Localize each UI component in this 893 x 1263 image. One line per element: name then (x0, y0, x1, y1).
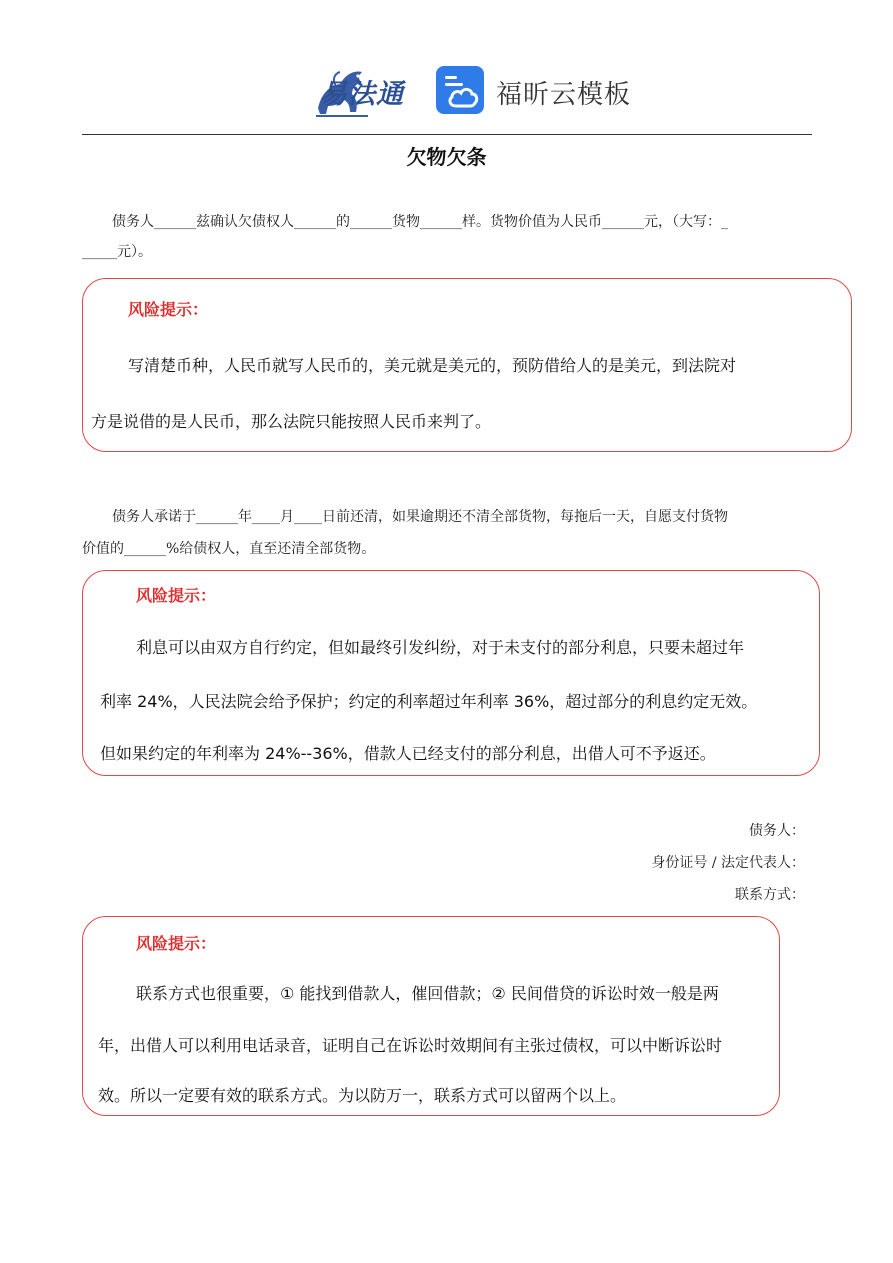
header (0, 58, 893, 128)
risk-tip-box-contact (82, 916, 780, 1116)
paragraph-line: _____元）。 (82, 244, 152, 260)
paragraph-line: 债务人______兹确认欠债权人______的______货物______样。货物价值为人民币______元，（大写：_ (112, 214, 728, 230)
risk-tip-title: 风险提示： (128, 300, 209, 319)
yifatong-logo-text: 易法通 (320, 79, 404, 110)
risk-tip-line: 方是说借的是人民币，那么法院只能按照人民币来判了。 (91, 412, 492, 431)
risk-tip-box-currency (82, 278, 852, 452)
risk-tip-title: 风险提示： (136, 934, 217, 953)
risk-tip-line: 但如果约定的年利率为 24%--36%，借款人已经支付的部分利息，出借人可不予返还。 (100, 744, 716, 763)
foxit-template-logo-text: 福昕云模板 (496, 80, 632, 110)
paragraph-line: 价值的______%给债权人，直至还清全部货物。 (82, 541, 376, 557)
risk-tip-line: 利率 24%，人民法院会给予保护；约定的利率超过年利率 36%，超过部分的利息约定无效。 (100, 692, 758, 711)
signature-id-or-representative: 身份证号 / 法定代表人： (651, 855, 805, 871)
document-title: 欠物欠条 (406, 145, 487, 169)
signature-debtor: 债务人： (749, 823, 805, 839)
paragraph-repayment-promise (82, 500, 812, 566)
header-divider (82, 134, 812, 135)
risk-tip-line: 利息可以由双方自行约定，但如最终引发纠纷，对于未支付的部分利息，只要未超过年 (136, 638, 745, 657)
risk-tip-line: 联系方式也很重要，① 能找到借款人，催回借款；② 民间借贷的诉讼时效一般是两 (136, 984, 719, 1003)
paragraph-debt-confirmation (82, 205, 812, 269)
risk-tip-line: 效。所以一定要有效的联系方式。为以防万一，联系方式可以留两个以上。 (98, 1086, 627, 1105)
signature-contact: 联系方式： (735, 887, 805, 903)
foxit-cloud-icon (436, 66, 484, 114)
risk-tip-title: 风险提示： (136, 586, 217, 605)
risk-tip-line: 年，出借人可以利用电话录音，证明自己在诉讼时效期间有主张过债权，可以中断诉讼时 (98, 1036, 723, 1055)
paragraph-line: 债务人承诺于______年____月____日前还清，如果逾期还不清全部货物，每拖后一天，自愿支付货物 (112, 509, 728, 525)
risk-tip-box-interest (82, 570, 820, 776)
risk-tip-line: 写清楚币种，人民币就写人民币的，美元就是美元的，预防借给人的是美元，到法院对 (128, 356, 737, 375)
